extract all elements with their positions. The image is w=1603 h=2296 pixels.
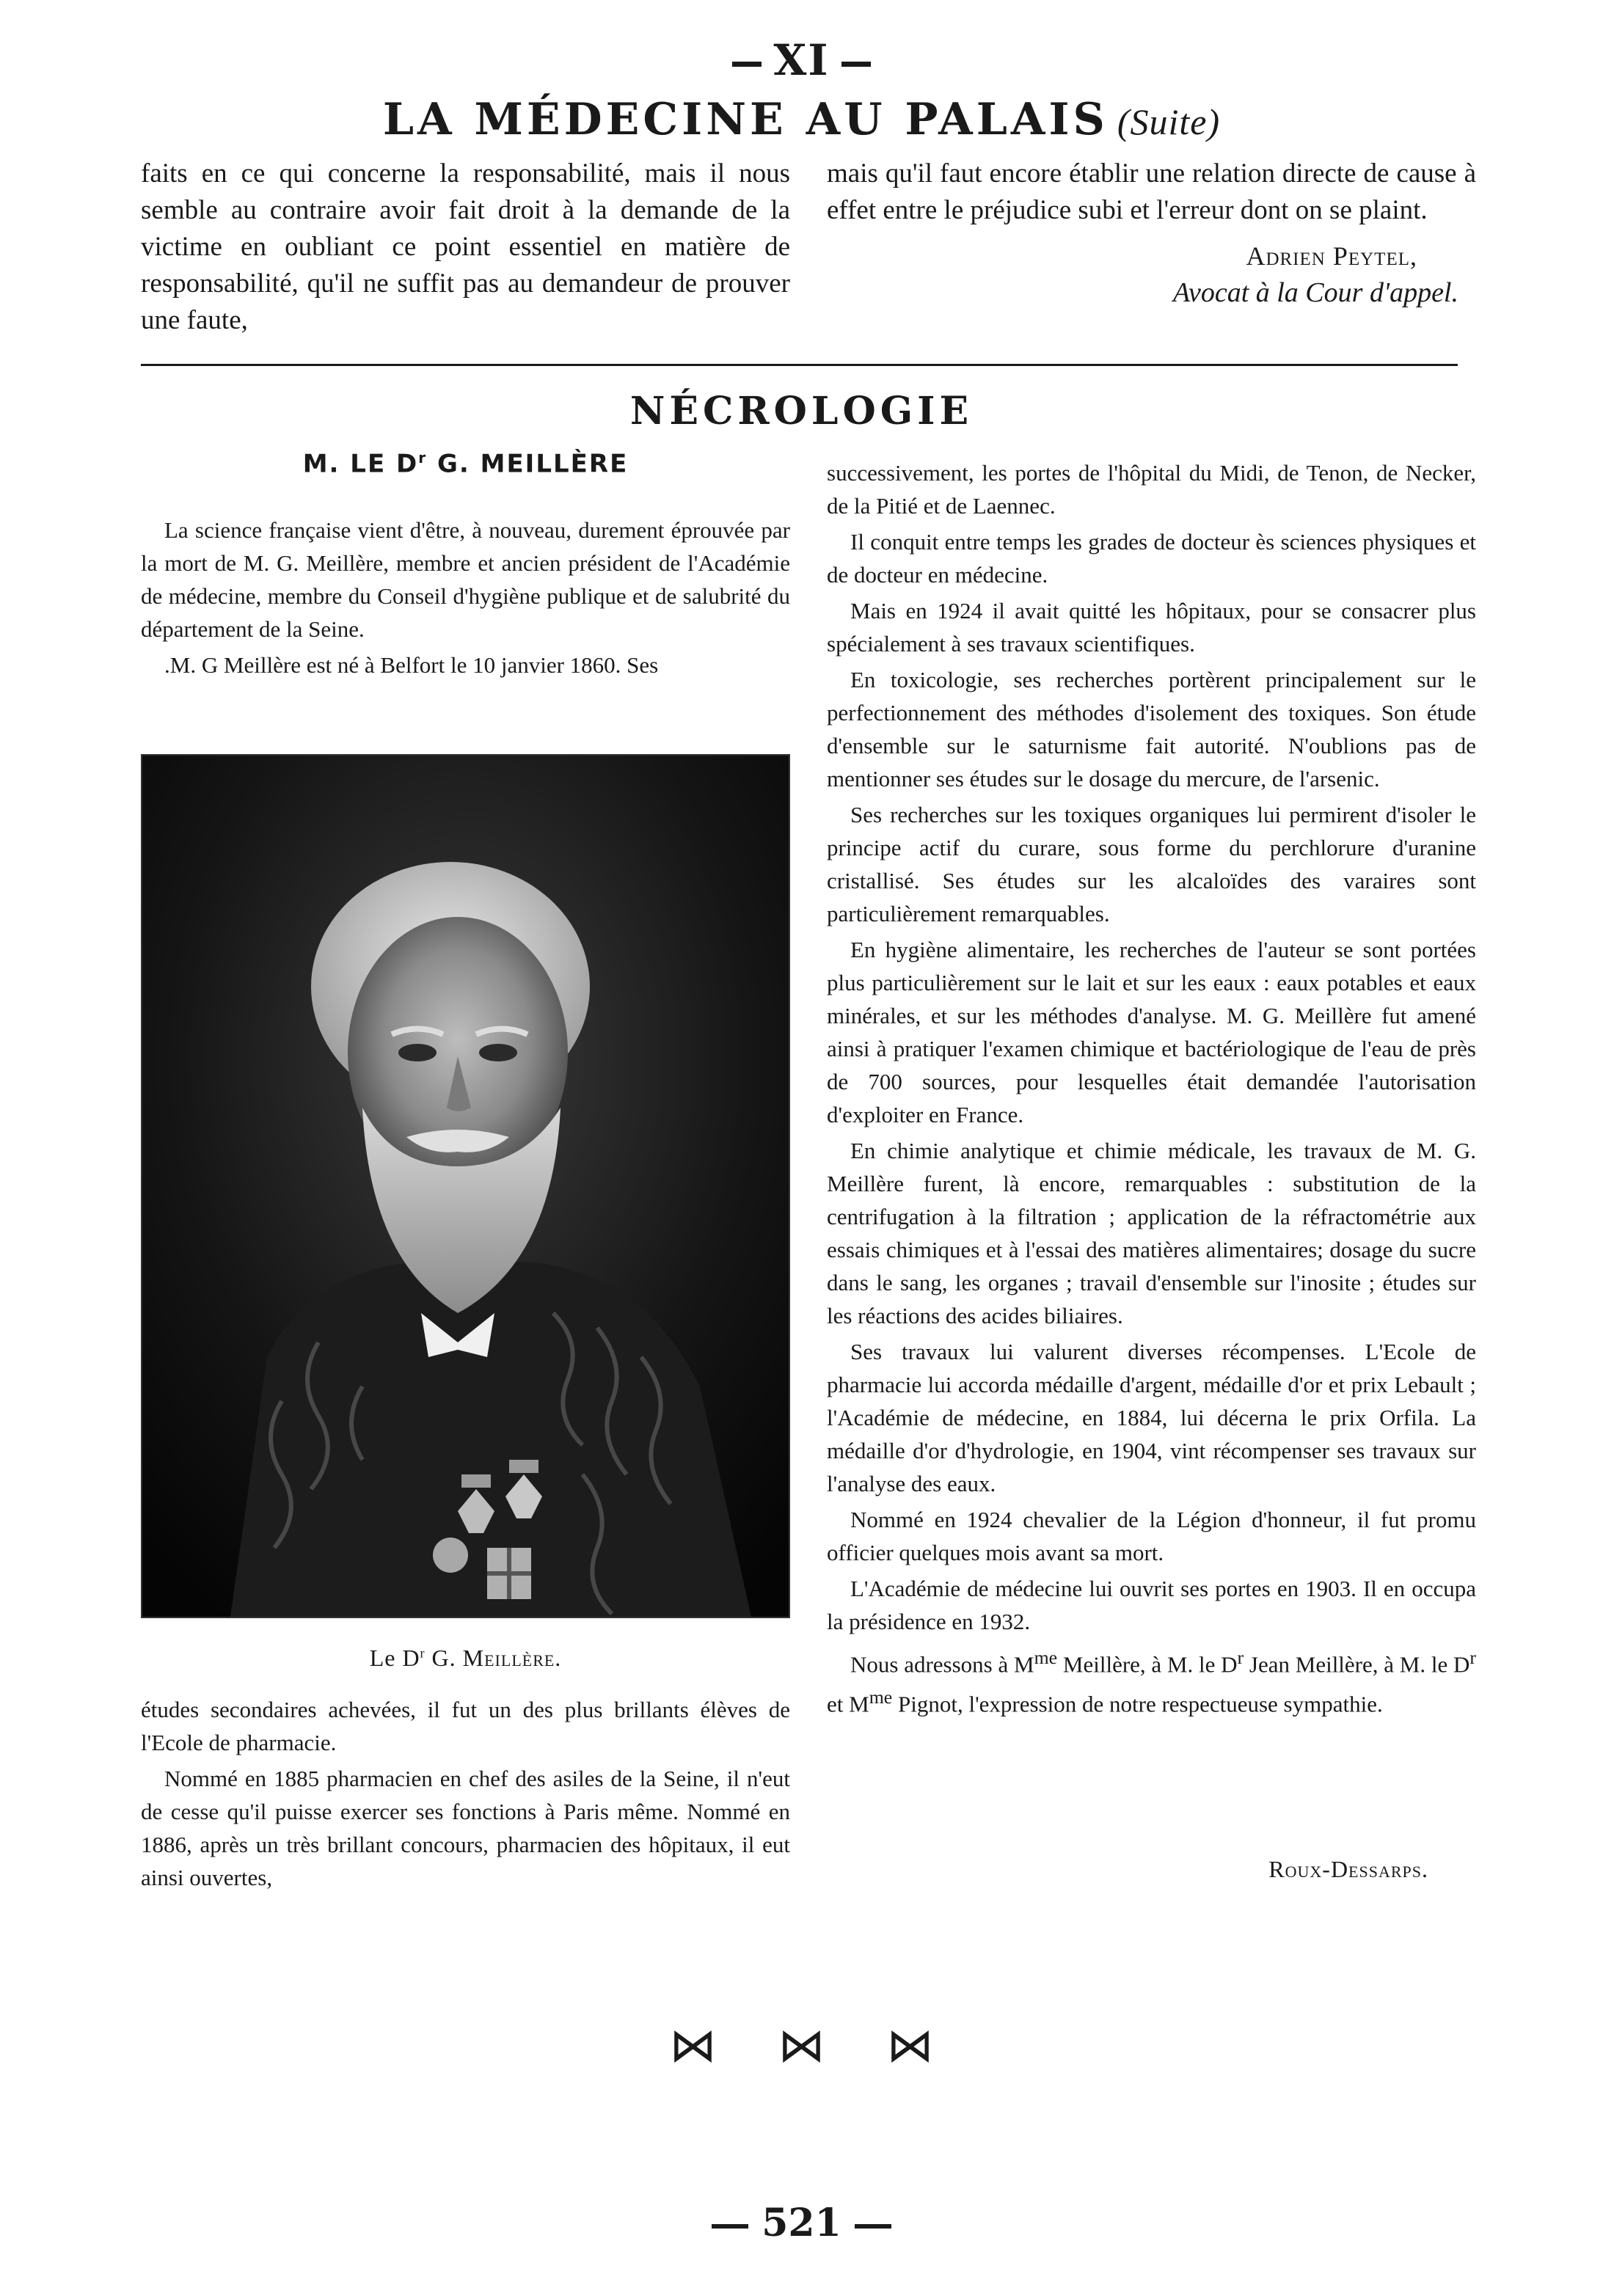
section-number-text: XI	[773, 35, 830, 85]
closing-post: Pignot, l'expression de notre respectueuse sympathie.	[892, 1691, 1383, 1717]
obituary-paragraph: En hygiène alimentaire, les recherches de l'auteur se sont portées plus particulièrement sur le lait et sur les eaux : eaux potables et eaux minérales, et sur les méthodes d'analyse. M. G. Meillère fut amené ainsi à pratiquer l'examen chimique et bactériologique de l'eau de près de 700 sources, pour lesquelles était demandée l'autorisation d'exploiter en France.	[827, 937, 1476, 1127]
ornament-icon: ⋈	[778, 2019, 825, 2073]
caption-name: G. Meillère.	[425, 1645, 562, 1671]
ornament-icon: ⋈	[669, 2019, 717, 2073]
page-title-suite: (Suite)	[1117, 101, 1221, 142]
obituary-paragraph: En chimie analytique et chimie médicale, les travaux de M. G. Meillère furent, là encore, remarquables : substitution de la centrifugation à la filtration ; application de la réfractométrie aux essais chimiques et à l'essai des matières alimentaires; dosage du sucre dans le sang, les organes ; travail d'ensemble sur l'inosite ; études sur les réactions des acides biliaires.	[827, 1138, 1476, 1328]
obituary-paragraph: Nommé en 1885 pharmacien en chef des asiles de la Seine, il n'eut de cesse qu'il puisse exercer ses fonctions à Paris même. Nommé en 1886, après un très brillant concours, pharmacien des hôpitaux, il eut ainsi ouvertes,	[141, 1766, 790, 1890]
dash-left	[712, 2224, 748, 2229]
closing-sup: me	[869, 1686, 893, 1708]
caption-pre: Le D	[369, 1645, 420, 1671]
top-article-left-paragraph: faits en ce qui concerne la responsabilité, mais il nous semble au contraire avoir fait droit à la demande de la victime en oubliant ce point essentiel en matière de responsabilité, qu'il ne suffit pas au demandeur de prouver une faute,	[141, 158, 790, 335]
top-article-right-paragraph: mais qu'il faut encore établir une relation directe de cause à effet entre le préjudice subi et l'erreur dont on se plaint.	[827, 158, 1476, 225]
top-article-left	[141, 156, 790, 339]
necrologie-title: NÉCROLOGIE	[629, 389, 974, 434]
obituary-left-continuation	[141, 1693, 790, 1897]
obituary-paragraph: successivement, les portes de l'hôpital du Midi, de Tenon, de Necker, de la Pitié et de Laennec.	[827, 460, 1476, 519]
obituary-paragraph: Nommé en 1924 chevalier de la Légion d'honneur, il fut promu officier quelques mois avant sa mort.	[827, 1507, 1476, 1565]
page-number-text: 521	[762, 2201, 841, 2245]
closing-mid: Jean Meillère, à M. le D	[1244, 1651, 1470, 1678]
closing-paragraph	[827, 1641, 1476, 1721]
obituary-paragraph: Ses recherches sur les toxiques organiques lui permirent d'isoler le principe actif du curare, sous forme du perchlorure d'uranine cristallisé. Ses études sur les alcaloïdes des varaires sont particulièrement remarquables.	[827, 802, 1476, 926]
ornament-icon: ⋈	[886, 2019, 934, 2073]
page-title	[0, 94, 1603, 145]
obituary-paragraph: La science française vient d'être, à nouveau, durement éprouvée par la mort de M. G. Meillère, membre et ancien président de l'Académie de médecine, membre du Conseil d'hygiène publique et de salubrité du département de la Seine.	[141, 517, 790, 642]
page-title-text: LA MÉDECINE AU PALAIS	[382, 94, 1109, 145]
obituary-author: Roux-Dessarps.	[1268, 1856, 1428, 1882]
photo-caption	[141, 1645, 790, 1672]
obituary-paragraph: Mais en 1924 il avait quitté les hôpitaux, pour se consacrer plus spécialement à ses travaux scientifiques.	[827, 598, 1476, 657]
dash-right	[855, 2224, 891, 2229]
closing-sup: r	[1237, 1647, 1244, 1668]
person-heading-pre: M. LE D	[302, 449, 419, 479]
closing-sup: me	[1034, 1647, 1058, 1668]
obituary-left-intro	[141, 513, 790, 684]
portrait-image	[142, 756, 789, 1617]
section-number	[0, 35, 1603, 85]
obituary-paragraph: En toxicologie, ses recherches portèrent principalement sur le perfectionnement des méthodes d'isolement des toxiques. Son étude d'ensemble sur le saturnisme fait autorité. N'oublions pas de mentionner ses études sur le dosage du mercure, de l'arsenic.	[827, 667, 1476, 791]
page-number	[0, 2201, 1603, 2245]
obituary-paragraph: Il conquit entre temps les grades de docteur ès sciences physiques et de docteur en médecine.	[827, 529, 1476, 588]
dash-left	[732, 62, 762, 67]
person-heading-sup: r	[418, 449, 428, 467]
obituary-paragraph: .M. G Meillère est né à Belfort le 10 janvier 1860. Ses	[164, 652, 659, 678]
obituary-right-column	[827, 456, 1476, 1724]
section-divider	[141, 364, 1458, 366]
person-heading	[141, 449, 790, 478]
person-heading-post: G. MEILLÈRE	[427, 449, 629, 479]
obituary-paragraph: L'Académie de médecine lui ouvrit ses portes en 1903. Il en occupa la présidence en 1932.	[827, 1576, 1476, 1634]
ornament-row	[0, 2019, 1603, 2073]
signature-title: Avocat à la Cour d'appel.	[1172, 277, 1458, 308]
left-eye	[398, 1044, 437, 1061]
closing-mid: Meillère, à M. le D	[1057, 1651, 1238, 1678]
closing-sup: r	[1469, 1647, 1476, 1668]
signature-name: Adrien Peytel,	[1246, 241, 1417, 271]
right-eye	[479, 1044, 517, 1061]
caption-sup: r	[420, 1645, 426, 1661]
obituary-paragraph: études secondaires achevées, il fut un des plus brillants élèves de l'Ecole de pharmacie.	[141, 1697, 790, 1755]
portrait-photo	[141, 754, 790, 1618]
top-article-right	[827, 156, 1476, 311]
closing-pre: Nous adressons à M	[850, 1651, 1034, 1678]
signature	[827, 238, 1476, 274]
dash-right	[841, 62, 871, 67]
closing-mid: et M	[827, 1691, 869, 1717]
obituary-paragraph: Ses travaux lui valurent diverses récompenses. L'Ecole de pharmacie lui accorda médaille d'argent, médaille d'or et prix Lebault ; l'Académie de médecine, en 1884, lui décerna le prix Orfila. La médaille d'or d'hydrologie, en 1904, vint récompenser ses travaux sur l'analyse des eaux.	[827, 1339, 1476, 1496]
